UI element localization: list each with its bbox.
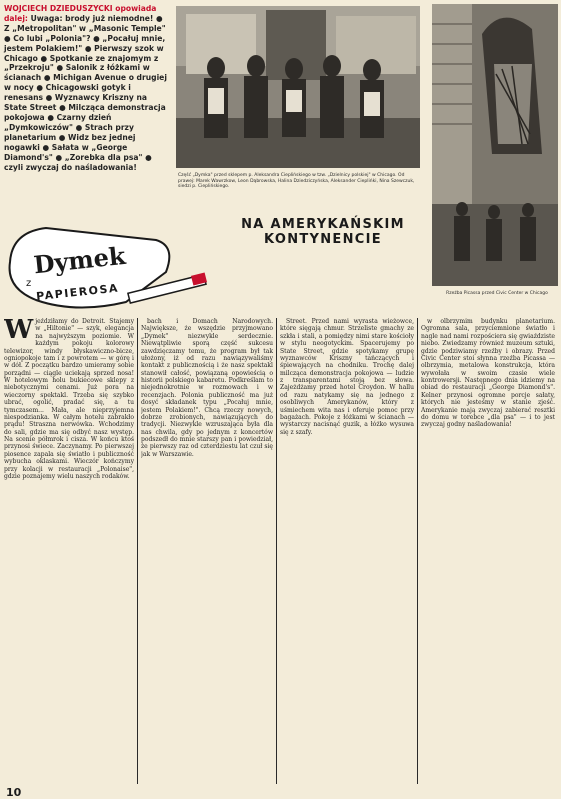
logo-main: Dymek [32, 240, 127, 280]
logo-sub2: PAPIEROSA [35, 281, 120, 304]
column-divider [417, 318, 418, 784]
column-2 [141, 318, 273, 784]
headline: NA AMERYKAŃSKIM KONTYNENCIE [241, 217, 405, 247]
group-photo [176, 6, 420, 168]
column-divider [276, 318, 277, 784]
column-1: Wjeździłamy do Detroit. Stajemy w „Hiltonie" — szyk, elegancja na najwyższym poziomie. W każdym pokoju kolorowy telewizor, windy błyskawiczno-bicze, ogniopokoje tam i z powrotem — w górę i w dół. Z początku bardzo umieramy sobie porządni — ciągle uciekają sprzed nosa! W hotelowym holu bukiecowe sklepy z niebotycznymi cenami. Już pora na wieczorny spektakl. Trzeba się szybko ubrać, ogolić, pradać się, a tu tymczasem... Mała, ale nieprzyjemna niespodzianka. W całym hotelu zabrakło prądu! Straszna nerwówka. Wchodzimy do sali, gdzie ma się odbyć nasz występ. Na scenie półmrok i cisza. W końcu ktoś przynosi świece. Zaczynamy. Po pierwszej piosence zapala się światło i publiczność wybucha oklaskami. Wieczór kończymy przy kolacji w restauracji „Polonaise", gdzie poznajemy wielu naszych rodaków. [4, 318, 134, 480]
byline: WOJCIECH DZIEDUSZYCKI opowiada dalej: [4, 4, 157, 23]
column-3-text: Street. Przed nami wyrasta wieżowce, które sięgają chmur. Strzeliste gmachy ze szkła i stali, a pomiędzy nimi stare kościoły w stylu neogotyckim. Spacerujemy po State Street, gdzie spotykamy grupę wyznawców Kriszny tańczących i śpiewających na chodniku. Trochę dalej milcząca demonstracja pokojowa — ludzie z transparentami stoją bez słowa. Zajeżdżamy przed hotel Croydon. W hallu od razu natykamy się na jednego z osobliwych Amerykanów, który z uśmiechem wita nas i oferuje pomoc przy bagażach. Pokoje z łóżkami w ścianach — wystarczy nacisnąć guzik, a łóżko wysuwa się z szafy. [280, 318, 414, 436]
column-1-text: jeździłamy do Detroit. Stajemy w „Hiltonie" — szyk, elegancja na najwyższym poziomie. W każdym pokoju kolorowy telewizor, windy błyskawiczno-bicze, ogniopokoje tam i z powrotem — w górę i w dół. Z początku bardzo umieramy sobie porządni — ciągle uciekają sprzed nosa! W hotelowym holu bukiecowe sklepy z niebotycznymi cenami. Już pora na wieczorny spektakl. Trzeba się szybko ubrać, ogolić, pradać się, a tu tymczasem... Mała, ale nieprzyjemna niespodzianka. W całym hotelu zabrakło prądu! Straszna nerwówka. Wchodzimy do sali, gdzie ma się odbyć nasz występ. Na scenie półmrok i cisza. W końcu ktoś przynosi świece. Zaczynamy. Po pierwszej piosence zapala się światło i publiczność wybucha oklaskami. Wieczór kończymy przy kolacji w restauracji „Polonaise", gdzie poznajemy wielu naszych rodaków. [4, 318, 134, 480]
picasso-photo [432, 4, 558, 286]
column-divider [137, 318, 138, 784]
logo-sub1: z [26, 278, 32, 289]
column-4 [421, 318, 555, 784]
column-3 [280, 318, 414, 784]
column-2-text: bach i Domach Narodowych. Największe, że wszędzie przyjmowano „Dymek" niezwykle serdecznie. Niewątpliwie sporą część sukcesu zawdzięczamy temu, że program był tak ułożony, iż od razu nawiązywaliśmy kontakt z publicznością i że nasz spektakl stanowił całość, powiązaną opowieścią o historii polskiego kabaretu. Podkreślam to niejednokrotnie w rozmowach i w recenzjach. Polonia publiczność ma już dosyć składanek typu „Pocałuj mnie, jestem Polakiem!". Chcą rzeczy nowych, dobrze zrobionych, nawiązujących do tradycji. Niezwykle wzruszająca była dla nas chwila, gdy po jednym z koncertów podszedł do mnie starszy pan i powiedział, że pierwszy raz od czterdziestu lat czuł się jak w Warszawie. [141, 318, 273, 458]
photo-top-caption: Część „Dymka" przed sklepem p. Aleksandra Cieplińskiego w tzw. „Dzielnicy polskiej" w Chicago. Od prawej: Marek Wawrzkow, Leon Dąbrowska, Halina Dziedziczyńska, Aleksander Cieplińki, Nina Szewczuk, siedzi p. Cieplińskiego. [178, 173, 415, 190]
intro-block [4, 4, 170, 197]
intro-text: Uwaga: brody już niemodne! ● Z „Metropolitan" w „Masonic Temple" ● Co lubi „Polonia"? ● „Pocałuj mnie, jestem Polakiem!" ● Pierwszy szok w Chicago ● Spotkanie ze znajomym z „Przekroju" ● Salonik z łóżkami w ścianach ● Michigan Avenue o drugiej w nocy ● Chicagowski gotyk i renesans ● Wyznawcy Kriszny na State Street ● Milcząca demonstracja pokojowa ● Czarny dzień „Dymkowiczów" ● Strach przy planetarium ● Widz bez jednej nogawki ● Sałata w „George Diamond's" ● „Zorebka dla psa" ● czyli zwyczaj do naśladowania! [4, 13, 167, 172]
photo-right-caption: Rzeźba Picassa przed Civic Center w Chicago [446, 291, 548, 296]
dymek-logo [6, 222, 210, 314]
page-number: 10 [6, 786, 22, 799]
column-4-text: w olbrzymim budynku planetarium. Ogromna sala, przyciemnione światło i nagle nad nami rozpościera się gwiaździste niebo. Zwiedzamy również muzeum sztuki, gdzie podziwiamy rzeźby i obrazy. Przed Civic Center stoi słynna rzeźba Picassa — olbrzymia, metalowa konstrukcja, która wywołała w swoim czasie wiele kontrowersji. Następnego dnia idziemy na obiad do restauracji „George Diamond's". Kelner przynosi ogromne porcje sałaty, których nie jesteśmy w stanie zjeść. Amerykanie mają zwyczaj zabierać resztki do domu w torebce „dla psa" — i to jest zwyczaj godny naśladowania! [421, 318, 555, 429]
